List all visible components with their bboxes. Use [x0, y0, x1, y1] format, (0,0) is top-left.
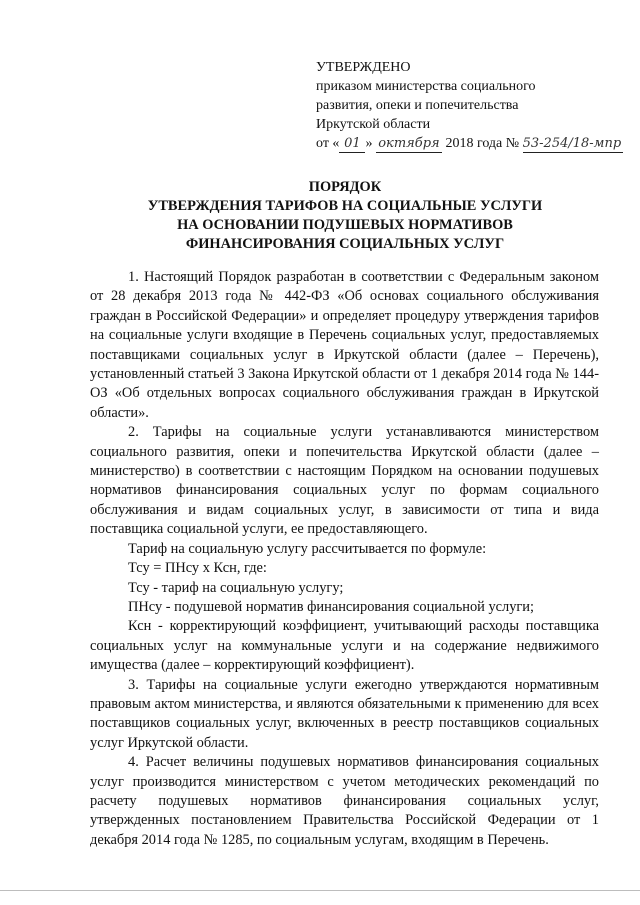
year-text: 2018 года №	[445, 136, 520, 151]
formula-intro: Тариф на социальную услугу рассчитывается по формуле:	[128, 540, 487, 557]
date-prefix: от «	[316, 136, 340, 151]
title-line-2: УТВЕРЖДЕНИЯ ТАРИФОВ НА СОЦИАЛЬНЫЕ УСЛУГИ	[147, 198, 543, 214]
paragraph-4: 4. Расчет величины подушевых нормативов финансирования социальных услуг производится министерством с учетом методических рекомендаций по расчету подушевых нормативов финансирования социальных услуг, утвержденных постановлением Правительства Российской Федерации от 1 декабря 2014 года № 1285, по социальным услугам, входящим в Перечень.	[90, 754, 599, 848]
handwritten-day: 01	[339, 136, 365, 153]
definition-ksn: Ксн - корректирующий коэффициент, учитывающий расходы поставщика социальных услуг на коммунальные услуги и на содержание недвижимого имущества (далее – корректирующий коэффициент).	[90, 618, 599, 674]
title-line-1: ПОРЯДОК	[308, 179, 382, 195]
handwritten-month: октября	[376, 136, 442, 153]
approval-stamp: УТВЕРЖДЕНО	[316, 60, 411, 75]
definition-pnsu: ПНсу - подушевой норматив финансирования социальной услуги;	[128, 598, 535, 615]
title-line-3: НА ОСНОВАНИИ ПОДУШЕВЫХ НОРМАТИВОВ	[177, 217, 513, 233]
approval-date-line	[316, 134, 626, 153]
paragraph-3: 3. Тарифы на социальные услуги ежегодно утверждаются нормативным правовым актом министерства, и являются обязательными к применению для всех поставщиков социальных услуг, включенных в реестр поставщиков социальных услуг Иркутской области.	[90, 676, 599, 751]
title-line-4: ФИНАНСИРОВАНИЯ СОЦИАЛЬНЫХ УСЛУГ	[185, 236, 505, 252]
handwritten-order-number: 53-254/18-мпр	[522, 136, 622, 151]
approval-line-1: приказом министерства социального	[316, 79, 536, 94]
scan-edge-line	[0, 890, 640, 891]
paragraph-1: 1. Настоящий Порядок разработан в соответствии с Федеральным законом от 28 декабря 2013 года № 442-ФЗ «Об основах социального обслуживания граждан в Российской Федерации» и определяет процедуру утверждения тарифов на социальные услуги входящие в Перечень социальных услуг, предоставляемых поставщиками социальных услуг в Иркутской области (далее – Перечень), установленный статьей 3 Закона Иркутской области от 1 декабря 2014 года № 144-ОЗ «Об отдельных вопросах социального обслуживания граждан в Иркутской области».	[90, 269, 599, 421]
document-body	[90, 268, 599, 850]
document-title	[90, 178, 600, 254]
date-mid: »	[365, 136, 373, 151]
approval-line-3: Иркутской области	[316, 117, 431, 132]
approval-block	[316, 58, 626, 153]
approval-line-2: развития, опеки и попечительства	[316, 98, 519, 113]
definition-tsu: Тсу - тариф на социальную услугу;	[128, 579, 344, 596]
paragraph-2: 2. Тарифы на социальные услуги устанавливаются министерством социального развития, опеки и попечительства Иркутской области (далее – министерство) в соответствии с настоящим Порядком на основании подушевых нормативов финансирования социальных услуг по формам социального обслуживания и видам социальных услуг, в зависимости от типа и вида поставщика социальной услуги, ее предоставляющего.	[90, 424, 599, 538]
formula: Тсу = ПНсу х Ксн, где:	[128, 560, 267, 577]
